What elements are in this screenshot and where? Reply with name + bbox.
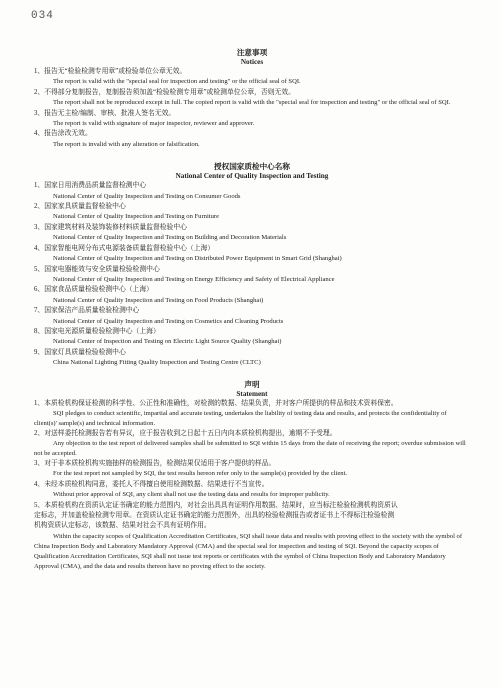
center-item-cn: 7、国家保洁产品质量检验检测中心 <box>34 307 140 315</box>
notice-item-en: The report shall not be reproduced except in full. The copied report is valid with the "special seal for inspection and testing" or the official seal of SQI. <box>53 99 451 107</box>
statement-item-en: SQI pledges to conduct scientific, impartial and accurate testing, undertakes the liability of testing data and results, and protects the confidentiality of client(s)' sample(s) and technical information. <box>34 409 447 427</box>
statement-title-en: Statement <box>236 389 268 398</box>
center-item-cn: 5、国家电器能效与安全质量检验检测中心 <box>34 265 160 273</box>
center-item-cn: 2、国家家具质量监督检验中心 <box>34 203 126 211</box>
center-item-en: National Center of Quality Inspection and Testing on Furniture <box>53 213 220 221</box>
center-item-cn: 4、国家智能电网分布式电源装备质量监督检验中心（上海） <box>34 244 215 252</box>
center-item-cn: 3、国家建筑材料及装饰装修材料质量监督检验中心 <box>34 223 187 231</box>
statement-item-cn: 3、对于非本质检机构实施抽样的检测报告，检测结果仅适用于客户提供的样品。 <box>34 460 276 467</box>
centers-title-cn: 授权国家质检中心名称 <box>214 162 290 172</box>
statement-item-cn: 5、本质检机构在资质认定证书确定的能力范围内，对社会出具具有证明作用数据、结果时，应当标注检验检测机构资质认 <box>34 501 398 509</box>
statement-item-en: For the test report not sampled by SQI, the test results hereon refer only to the sample(s) provided by the client. <box>53 470 348 478</box>
center-item-en: National Center of Quality Inspection and Testing on Food Products (Shanghai) <box>53 296 264 304</box>
page-number: 034 <box>31 10 54 22</box>
statement-item-cn: 定标志，并加盖检验检测专用章。在资质认定证书确定的能力范围外，出具的检验检测报告或者证书上不得标注检验检测 <box>34 512 395 520</box>
statement-item-cn: 1、本质检机构保证检测的科学性、公正性和准确性，对检测的数据、结果负责，并对客户所提供的样品和技术资料保密。 <box>34 399 398 407</box>
statement-item-cn: 4、未经本质检机构同意，委托人不得擅自使用检测数据、结果进行不当宣传。 <box>34 480 269 488</box>
center-item-en: National Center of Quality Inspection and Testing on Distributed Power Equipment in Smart Grid (Shanghai) <box>53 255 342 263</box>
centers-section <box>34 162 470 368</box>
center-item-cn: 6、国家食品质量检验检测中心（上海） <box>34 286 153 294</box>
center-item-en: National Center of Quality Inspection and Testing on Consumer Goods <box>53 192 241 200</box>
center-item-en: National Center of Quality Inspection and Testing on Building and Decoration Materials <box>53 234 287 242</box>
notices-title-cn: 注意事项 <box>236 48 268 57</box>
statement-item-en: Within the capacity scopes of Qualification Accreditation Certificates, SQI shall issue data and results with proving effect to the society with the symbol of China Inspection Body and Laboratory Mandatory Approval (CMA) and the special seal for inspection and testing of SQI. Beyond the capacity scopes of Qualification Accreditation Certificates, SQI shall not issue test reports or certificates with the symbol of China Inspection Body and Laboratory Mandatory Approval (CMA), and the data and results thereon have no proving effect to the society. <box>34 532 463 570</box>
center-item-cn: 9、国家灯具质量检验检测中心 <box>34 348 126 356</box>
center-item-en: China National Lighting Fitting Quality Inspection and Testing Centre (CLTC) <box>53 359 261 367</box>
notice-item-en: The report is valid with the "special seal for inspection and testing" or the official seal of SQI. <box>53 78 301 86</box>
notice-item-cn: 2、不得部分复制报告，复制报告须加盖“检验检测专用章”或检测单位公章，否则无效。 <box>34 88 295 96</box>
center-item-en: National Center of Quality Inspection and Testing on Energy Efficiency and Safety of Electrical Appliance <box>53 275 335 283</box>
notice-item-cn: 1、报告无“检验检测专用章”或检验单位公章无效。 <box>34 68 187 75</box>
statement-item-cn: 2、对送样委托检测报告若有异议，应于报告收到之日起十五日内向本质检机构提出，逾期不予受理。 <box>34 429 337 437</box>
notice-item-en: The report is invalid with any alteration or falsification. <box>53 140 200 148</box>
statement-item-en: Any objection to the test report of delivered samples shall be submitted to SQI within 15 days from the date of receiving the report; overdue submission will not be accepted. <box>34 440 466 458</box>
statement-item-cn: 机构资质认定标志，该数据、结果对社会不具有证明作用。 <box>34 522 211 530</box>
centers-title-en: National Center of Quality Inspection and Testing <box>175 172 329 181</box>
notice-item-cn: 4、报告涂改无效。 <box>34 130 92 138</box>
center-item-cn: 8、国家电光源质量检验检测中心（上海） <box>34 327 160 335</box>
notice-item-en: The report is valid with signature of major inspector, reviewer and approver. <box>53 120 255 128</box>
statement-item-en: Without prior approval of SQI, any client shall not use the testing data and results for improper publicity. <box>53 491 330 499</box>
document-body <box>34 48 470 571</box>
notices-section <box>34 48 470 150</box>
center-item-en: National Center of Quality Inspection and Testing on Cosmetics and Cleaning Products <box>53 317 284 325</box>
center-item-en: National Center of Inspection and Testing on Electric Light Source Quality (Shanghai) <box>53 338 282 346</box>
notice-item-cn: 3、报告无主检/编制、审核、批准人签名无效。 <box>34 109 176 117</box>
notices-title-en: Notices <box>240 58 264 66</box>
center-item-cn: 1、国家日用消费品质量监督检测中心 <box>34 182 147 190</box>
statement-title-cn: 声明 <box>244 379 260 389</box>
statement-section <box>34 380 470 572</box>
